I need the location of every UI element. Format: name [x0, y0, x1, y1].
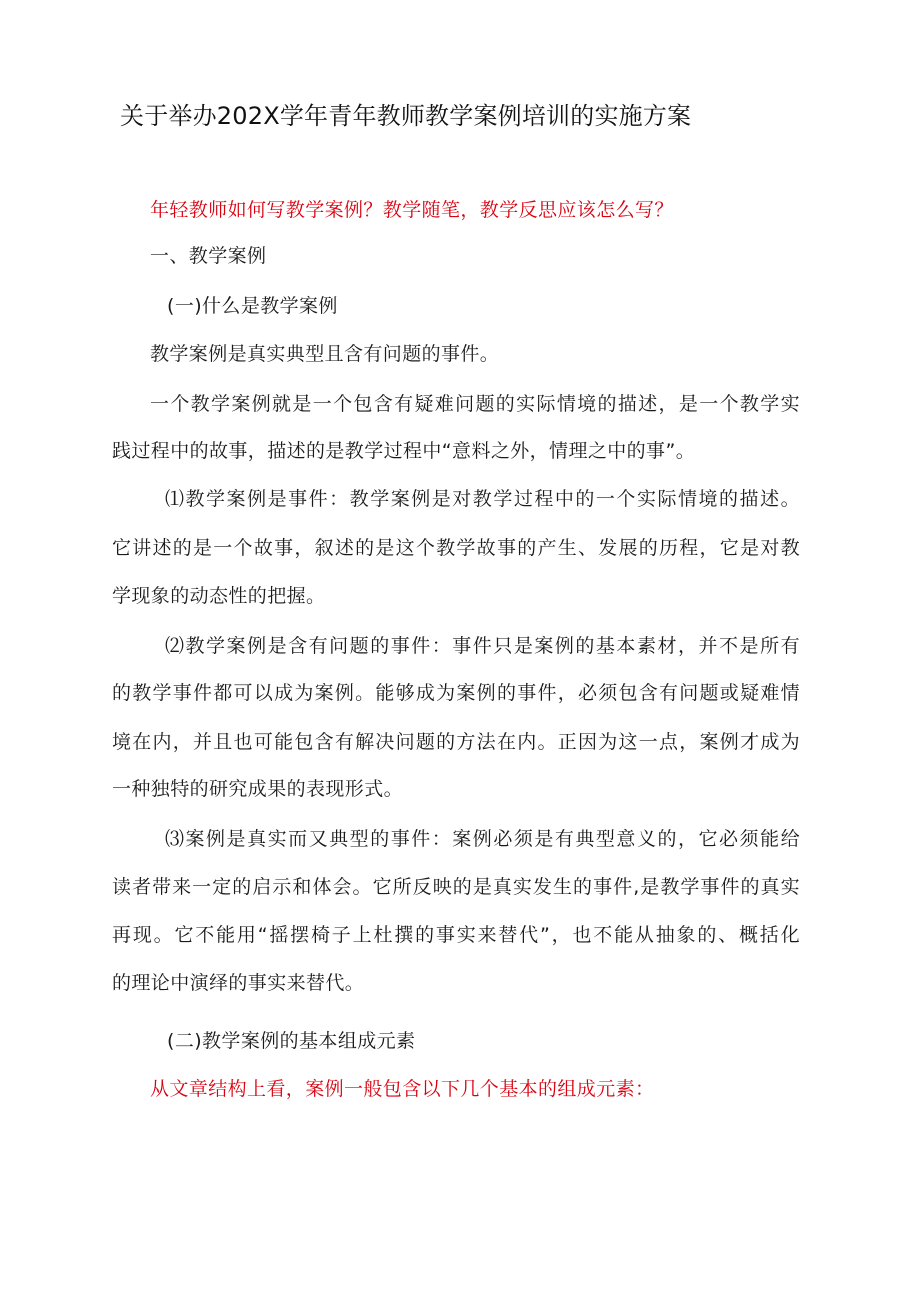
point-three-line-3: 再现。它不能用“摇摆椅子上杜撰的事实来替代”，也不能从抽象的、概括化 — [112, 924, 800, 946]
point-one-line-2: 它讲述的是一个故事，叙述的是这个教学故事的产生、发展的历程，它是对教 — [112, 537, 800, 559]
point-one-line-3: 学现象的动态性的把握。 — [112, 585, 326, 607]
subsection-heading-what-is-case: (一)什么是教学案例 — [167, 295, 338, 317]
paragraph-one-line-2: 践过程中的故事，描述的是教学过程中“意料之外，情理之中的事”。 — [112, 440, 696, 462]
point-three-line-4: 的理论中演绎的事实来替代。 — [112, 972, 365, 994]
section-heading-teaching-case: 一、教学案例 — [150, 245, 267, 267]
red-structure-note: 从文章结构上看，案例一般包含以下几个基本的组成元素： — [150, 1078, 655, 1100]
point-three-line-2: 读者带来一定的启示和体会。它所反映的是真实发生的事件,是教学事件的真实 — [112, 876, 800, 898]
subsection-heading-case-elements: (二)教学案例的基本组成元素 — [167, 1030, 416, 1052]
definition-paragraph: 教学案例是真实典型且含有问题的事件。 — [150, 343, 500, 365]
red-subheading: 年轻教师如何写教学案例？教学随笔，教学反思应该怎么写？ — [150, 199, 674, 221]
point-one-line-1: ⑴教学案例是事件：教学案例是对教学过程中的一个实际情境的描述。 — [165, 488, 800, 510]
paragraph-one-line-1: 一个教学案例就是一个包含有疑难问题的实际情境的描述，是一个教学实 — [150, 393, 800, 415]
point-three-line-1: ⑶案例是真实而又典型的事件：案例必须是有典型意义的，它必须能给 — [165, 828, 800, 850]
point-two-line-1: ⑵教学案例是含有问题的事件：事件只是案例的基本素材，并不是所有 — [165, 635, 800, 657]
point-two-line-2: 的教学事件都可以成为案例。能够成为案例的事件，必须包含有问题或疑难情 — [112, 682, 800, 704]
document-title: 关于举办202X学年青年教师教学案例培训的实施方案 — [120, 102, 692, 130]
point-two-line-4: 一种独特的研究成果的表现形式。 — [112, 778, 404, 800]
point-two-line-3: 境在内，并且也可能包含有解决问题的方法在内。正因为这一点，案例才成为 — [112, 731, 800, 753]
